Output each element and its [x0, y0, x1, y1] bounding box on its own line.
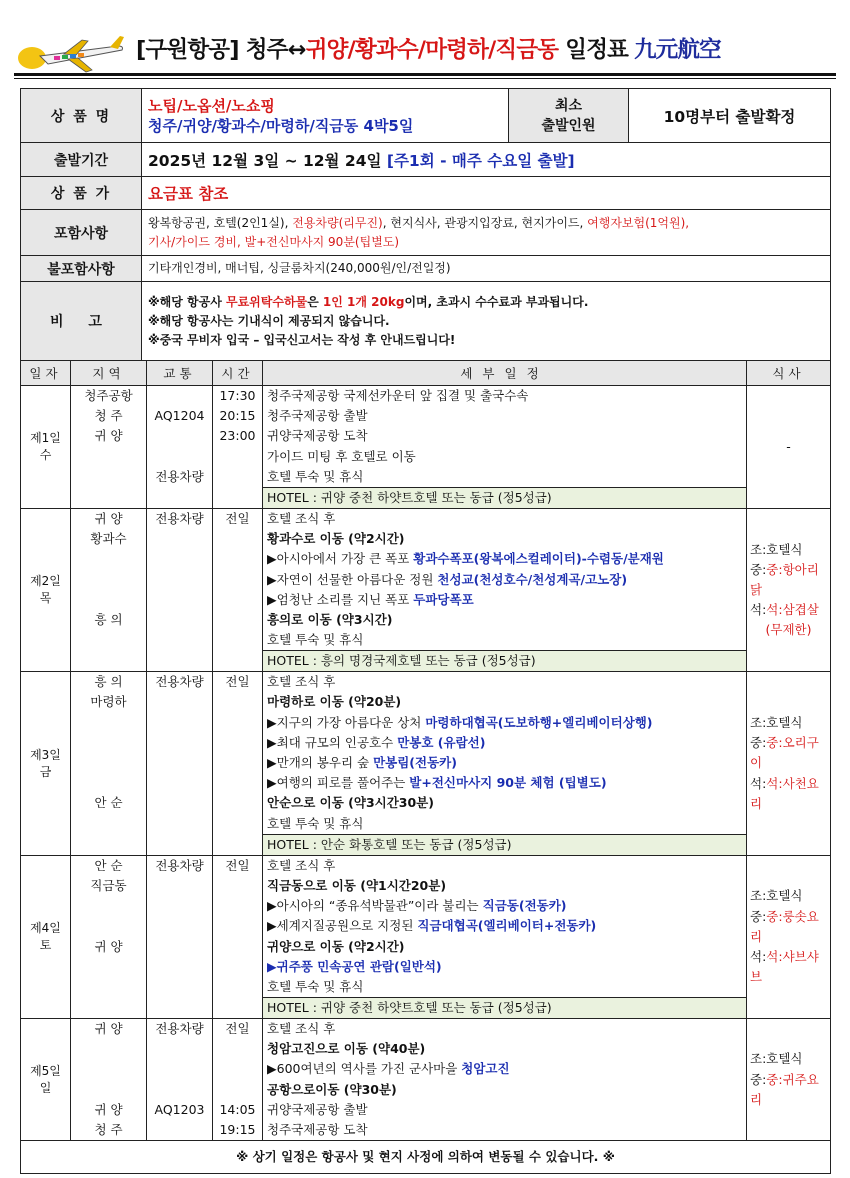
day-row-2 [21, 508, 831, 671]
hotel-info: HOTEL : 귀양 중천 하얏트호텔 또는 동급 (정5성급) [263, 997, 746, 1018]
day-row-3 [21, 672, 831, 856]
min-people-label: 최소 출발인원 [509, 89, 629, 143]
day-time: 17:30 20:15 23:00 [213, 386, 263, 509]
period-label: 출발기간 [21, 143, 142, 177]
header-rule [14, 73, 836, 76]
product-info-table [20, 88, 831, 361]
day-time: 전일 [213, 672, 263, 856]
excluded-value: 기타개인경비, 매너팁, 싱글룸차지(240,000원/인/전일정) [142, 256, 831, 282]
day-meal: - [747, 386, 831, 509]
product-name-value: 노팁/노옵션/노쇼핑 청주/귀양/황과수/마령하/직금동 4박5일 [142, 89, 509, 143]
page-header [14, 26, 836, 76]
note-label: 비 고 [21, 282, 142, 361]
day-row-5 [21, 1019, 831, 1141]
day-label: 제4일 토 [21, 855, 71, 1018]
day-meal: 조:호텔식 중:중:오리구이 석:석:사천요리 [747, 672, 831, 856]
day-detail: 청주국제공항 국제선카운터 앞 집결 및 출국수속 청주국제공항 출발 귀양국제공항 도착 가이드 미팅 후 호텔로 이동 호텔 투숙 및 휴식 HOTEL : 귀양 중천 하얏트호텔 또는 동급 (정5성급) [263, 386, 747, 509]
price-value: 요금표 참조 [142, 177, 831, 210]
day-label: 제5일 일 [21, 1019, 71, 1141]
hotel-info: HOTEL : 흥의 명경국제호텔 또는 동급 (정5성급) [263, 650, 746, 671]
day-region: 안 순 직금동 귀 양 [71, 855, 147, 1018]
day-detail: 호텔 조식 후 청암고진으로 이동 (약40분) ▶600여년의 역사를 가진 군사마을 청암고진 공항으로이동 (약30분) 귀양국제공항 출발 청주국제공항 도착 [263, 1019, 747, 1141]
header-rule-thin [14, 78, 836, 79]
day-time: 전일 [213, 508, 263, 671]
min-people-value: 10명부터 출발확정 [629, 89, 831, 143]
included-value: 왕복항공권, 호텔(2인1실), 전용차량(리무진), 현지식사, 관광지입장료, 현지가이드, 여행자보험(1억원), 기사/가이드 경비, 발+전신마사지 90분(팁별도) [142, 210, 831, 256]
product-name-label: 상 품 명 [21, 89, 142, 143]
col-header-detail: 세부일정 [263, 361, 747, 386]
day-meal: 조:호텔식 중:중:귀주요리 [747, 1019, 831, 1141]
price-label: 상 품 가 [21, 177, 142, 210]
day-time: 전일 14:05 19:15 [213, 1019, 263, 1141]
day-transport: AQ1204 전용차량 [147, 386, 213, 509]
schedule-footer-note: ※ 상기 일정은 항공사 및 현지 사정에 의하여 변동될 수 있습니다. ※ [21, 1141, 831, 1174]
hotel-info: HOTEL : 안순 화통호텔 또는 동급 (정5성급) [263, 834, 746, 855]
day-meal: 조:호텔식 중:중:항아리닭 석:석:삼겹살 (무제한) [747, 508, 831, 671]
col-header-region: 지역 [71, 361, 147, 386]
day-transport: 전용차량 [147, 508, 213, 671]
note-value: ※해당 항공사 무료위탁수하물은 1인 1개 20kg이며, 초과시 수수료과 부과됩니다. ※해당 항공사는 기내식이 제공되지 않습니다. ※중국 무비자 입국 – 입국신고서는 작성 후 안내드립니다! [142, 282, 831, 361]
day-detail: 호텔 조식 후 마령하로 이동 (약20분) ▶지구의 가장 아름다운 상처 마령하대협곡(도보하행+엘리베이터상행) ▶최대 규모의 인공호수 만봉호 (유람선) ▶만개의 봉우리 숲 만봉림(전동카) ▶여행의 피로를 풀어주는 발+전신마사지 90분 체험 (팁별도) 안순으로 이동 (약3시간30분) 호텔 투숙 및 휴식 HOTEL : 안순 화통호텔 또는 동급 (정5성급) [263, 672, 747, 856]
day-label: 제1일 수 [21, 386, 71, 509]
day-region: 귀 양 황과수 흥 의 [71, 508, 147, 671]
day-region: 흥 의 마령하 안 순 [71, 672, 147, 856]
excluded-label: 불포함사항 [21, 256, 142, 282]
hotel-info: HOTEL : 귀양 중천 하얏트호텔 또는 동급 (정5성급) [263, 487, 746, 508]
day-transport: 전용차량 [147, 672, 213, 856]
col-header-day: 일자 [21, 361, 71, 386]
day-time: 전일 [213, 855, 263, 1018]
day-region: 귀 양 귀 양 청 주 [71, 1019, 147, 1141]
airplane-logo-icon [14, 32, 126, 74]
page-title: [구원항공] 청주↔귀양/황과수/마령하/직금동 일정표 九元航空 [136, 37, 721, 63]
day-transport: 전용차량 [147, 855, 213, 1018]
day-meal: 조:호텔식 중:중:룽솟요리 석:석:샤브샤브 [747, 855, 831, 1018]
day-row-4 [21, 855, 831, 1018]
day-transport: 전용차량 AQ1203 [147, 1019, 213, 1141]
included-label: 포함사항 [21, 210, 142, 256]
day-detail: 호텔 조식 후 직금동으로 이동 (약1시간20분) ▶아시아의 “종유석박물관”이라 불리는 직금동(전동카) ▶세계지질공원으로 지정된 직금대협곡(엘리베이터+전동카) 귀양으로 이동 (약2시간) ▶귀주풍 민속공연 관람(일반석) 호텔 투숙 및 휴식 HOTEL : 귀양 중천 하얏트호텔 또는 동급 (정5성급) [263, 855, 747, 1018]
col-header-time: 시간 [213, 361, 263, 386]
day-label: 제2일 목 [21, 508, 71, 671]
schedule-table [20, 360, 831, 1174]
day-region: 청주공항 청 주 귀 양 [71, 386, 147, 509]
day-detail: 호텔 조식 후 황과수로 이동 (약2시간) ▶아시아에서 가장 큰 폭포 황과수폭포(왕복에스컬레이터)-수렴동/분재원 ▶자연이 선물한 아름다운 정원 천성교(천성호수/천성계곡/고노장) ▶엄청난 소리를 지닌 폭포 두파당폭포 흥의로 이동 (약3시간) 호텔 투숙 및 휴식 HOTEL : 흥의 명경국제호텔 또는 동급 (정5성급) [263, 508, 747, 671]
period-value: 2025년 12월 3일 ~ 12월 24일 [주1회 - 매주 수요일 출발] [142, 143, 831, 177]
brand-name: 九元航空 [634, 37, 721, 63]
col-header-transport: 교통 [147, 361, 213, 386]
day-label: 제3일 금 [21, 672, 71, 856]
day-row-1 [21, 386, 831, 509]
col-header-meal: 식사 [747, 361, 831, 386]
